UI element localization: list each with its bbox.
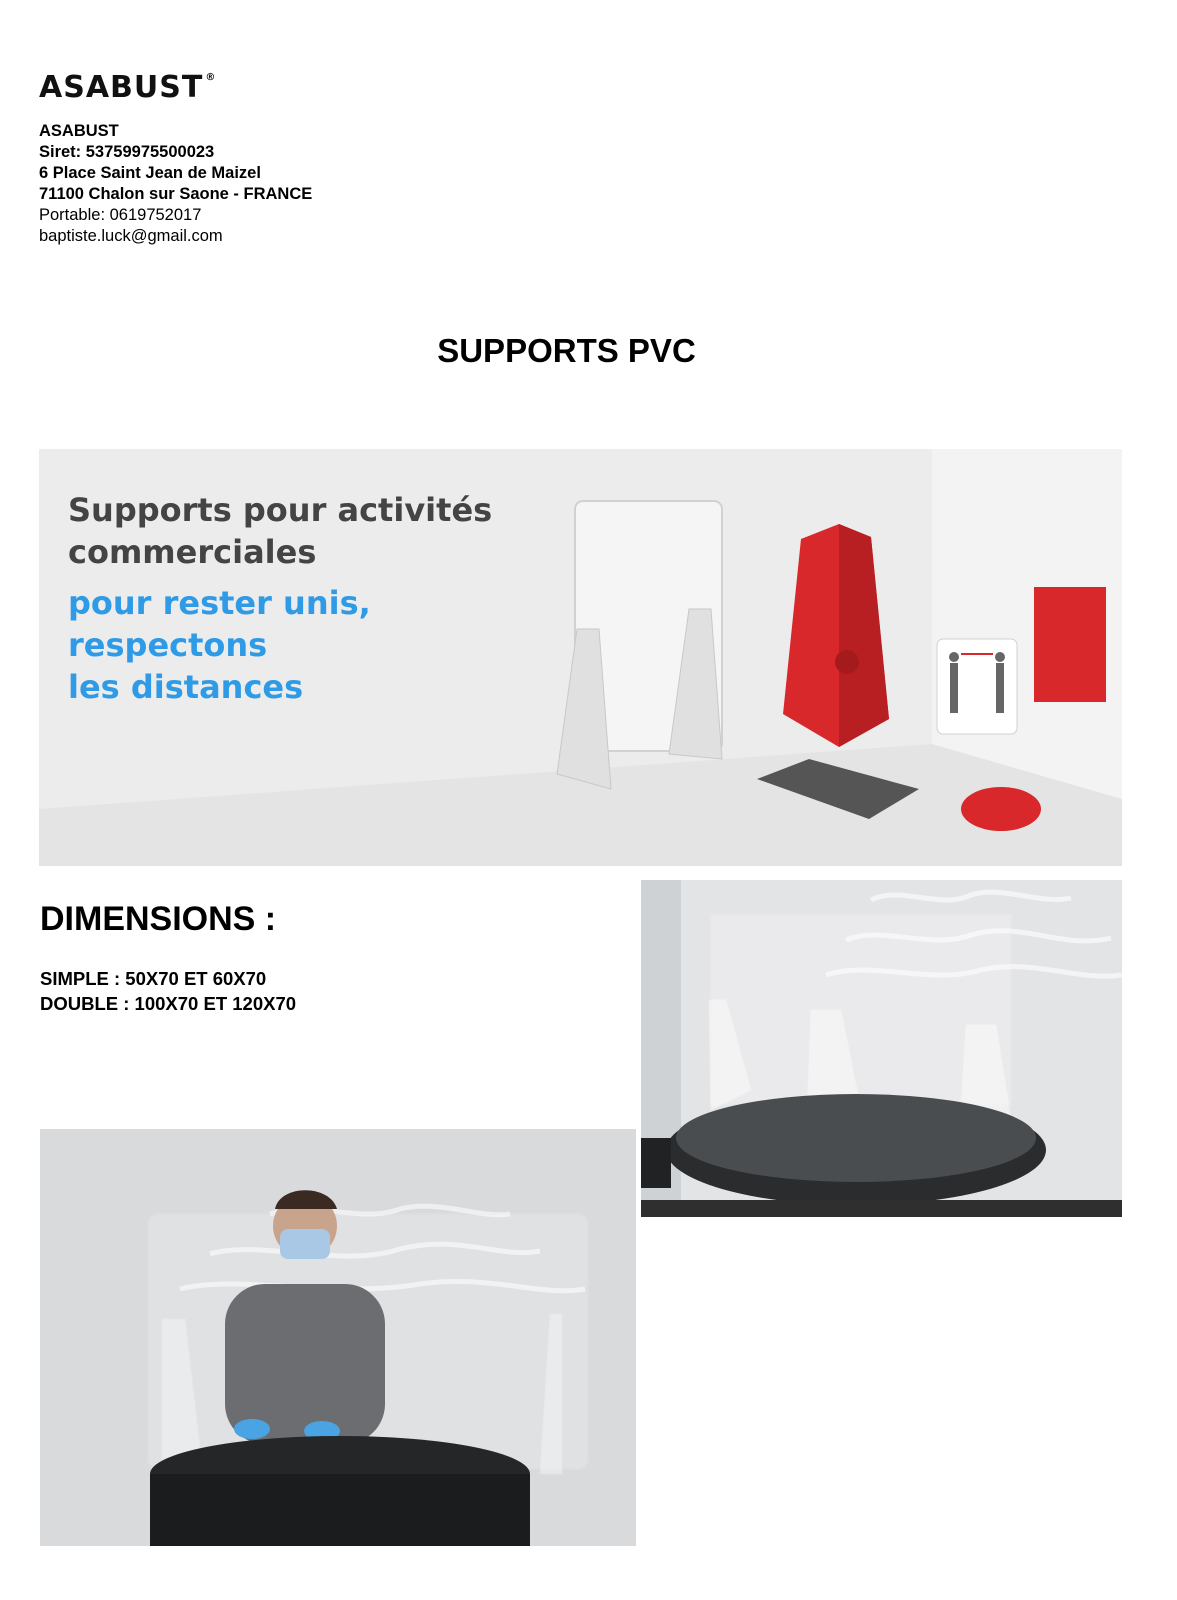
logo-mark: ® [205,72,217,83]
company-info [39,121,312,247]
banner-heading-line-1: Supports pour activités [68,491,493,529]
dimension-double: DOUBLE : 100X70 ET 120X70 [40,993,297,1014]
company-name: ASABUST [39,122,119,140]
company-siret: Siret: 53759975500023 [39,143,215,161]
page-title: SUPPORTS PVC [437,332,696,369]
company-email: baptiste.luck@gmail.com [39,227,223,245]
banner-slogan-line-3: les distances [68,668,304,706]
address-line-1: 6 Place Saint Jean de Maizel [39,164,261,182]
product-photo-person [40,1129,636,1546]
promo-banner [39,449,1122,866]
dimension-simple: SIMPLE : 50X70 ET 60X70 [40,968,267,989]
product-photo-counter [641,880,1122,1217]
banner-slogan [68,582,371,708]
banner-slogan-line-1: pour rester unis, [68,584,371,622]
banner-heading [68,489,492,573]
dimensions-list [40,966,296,1016]
banner-slogan-line-2: respectons [68,626,268,664]
company-phone: Portable: 0619752017 [39,206,202,224]
company-logo [39,70,216,105]
logo-text: ASABUST [39,70,204,105]
address-line-2: 71100 Chalon sur Saone - FRANCE [39,185,313,203]
banner-heading-line-2: commerciales [68,533,317,571]
dimensions-title: DIMENSIONS : [40,900,277,938]
